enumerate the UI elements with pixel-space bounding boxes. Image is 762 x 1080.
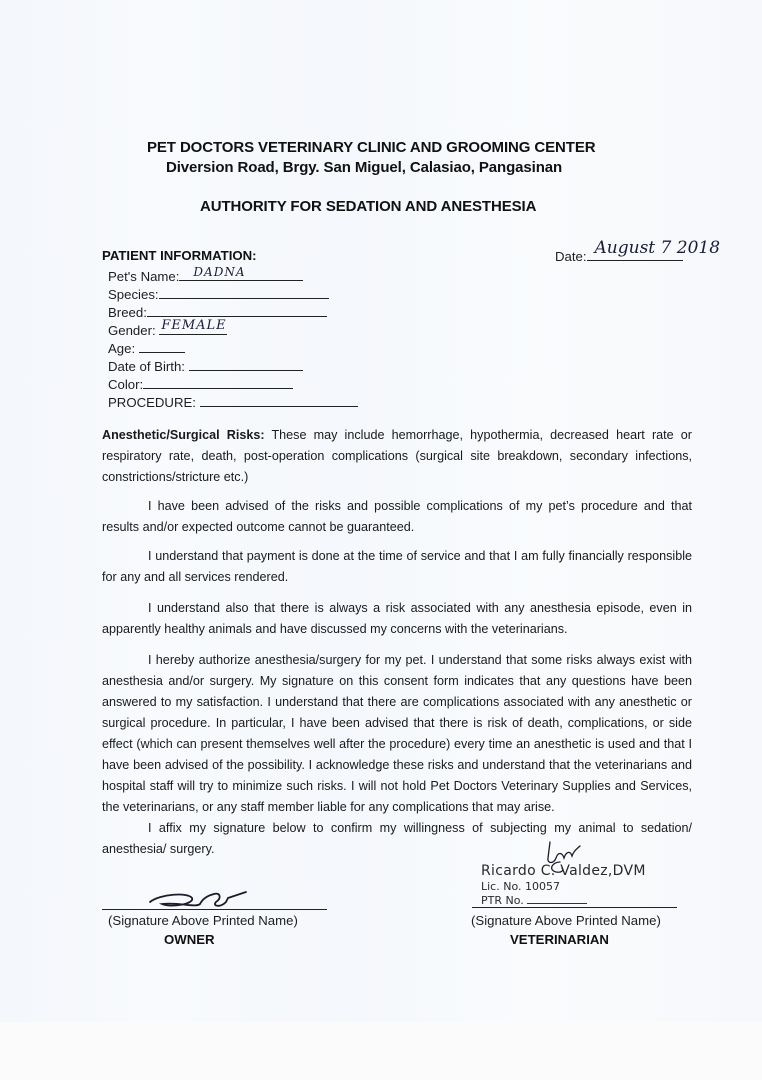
owner-signature-caption: (Signature Above Printed Name) xyxy=(108,913,298,928)
patient-info-heading: PATIENT INFORMATION: xyxy=(102,248,257,263)
field-label: PROCEDURE: xyxy=(108,395,196,410)
veterinarian-license-number: Lic. No. 10057 xyxy=(481,880,560,893)
gender-field[interactable] xyxy=(108,320,227,338)
date-field[interactable] xyxy=(555,238,721,264)
date-line xyxy=(587,238,721,261)
field-label: Date of Birth: xyxy=(108,359,185,374)
risks-paragraph xyxy=(102,425,692,488)
veterinarian-signature-line xyxy=(472,907,677,908)
clinic-name: PET DOCTORS VETERINARY CLINIC AND GROOMING CENTER xyxy=(147,139,596,156)
ptr-label: PTR No. xyxy=(481,894,524,907)
owner-role-label: OWNER xyxy=(164,932,215,947)
clinic-address: Diversion Road, Brgy. San Miguel, Calasiao, Pangasinan xyxy=(166,159,563,176)
field-label: Breed: xyxy=(108,305,147,320)
scanner-bed-strip xyxy=(0,1022,762,1080)
color-field[interactable] xyxy=(108,374,293,392)
gender-value: FEMALE xyxy=(161,318,227,333)
field-label: Species: xyxy=(108,287,159,302)
field-label: Color: xyxy=(108,377,144,392)
form-title: AUTHORITY FOR SEDATION AND ANESTHESIA xyxy=(200,198,537,215)
field-label: Pet's Name: xyxy=(108,269,180,284)
consent-paragraph-affix-signature: I affix my signature below to confirm my willingness of subjecting my animal to sedation/ anesthesia/ surgery. xyxy=(102,821,692,856)
owner-signature-line xyxy=(102,909,327,910)
field-label: Gender: xyxy=(108,323,156,338)
veterinarian-printed-name: Ricardo C. Valdez,DVM xyxy=(481,863,646,879)
veterinarian-signature-caption: (Signature Above Printed Name) xyxy=(471,913,661,928)
risks-text: These may include hemorrhage, hypothermia, decreased heart rate or respiratory rate, death, post-operation complications (surgical site breakdown, secondary infections, constrictions/stricture etc.) xyxy=(102,428,692,484)
consent-paragraph-authorization: I hereby authorize anesthesia/surgery for my pet. I understand that some risks always exist with anesthesia and/or surgery. My signature on this consent form indicates that any questions have been answered to my satisfaction. I understand that there are complications associated with any anesthetic or surgical procedure. In particular, I have been advised that there is risk of death, complications, or side effect (which can present themselves well after the procedure) every time an anesthetic is used and that I have been advised of the possibility. I acknowledge these risks and understand that the veterinarians and hospital staff will try to minimize such risks. I will not hold Pet Doctors Veterinary Supplies and Services, the veterinarians, or any staff member liable for any complications that may arise. xyxy=(102,653,692,814)
owner-signature-scribble xyxy=(140,886,250,916)
pets-name-value: DADNA xyxy=(193,265,246,279)
date-label: Date: xyxy=(555,249,587,264)
risks-label: Anesthetic/Surgical Risks: xyxy=(102,428,265,442)
date-of-birth-field[interactable] xyxy=(108,356,303,374)
procedure-field[interactable] xyxy=(108,392,358,410)
date-handwritten-value: August 7 2018 xyxy=(594,238,721,258)
ptr-line xyxy=(527,893,587,904)
species-field[interactable] xyxy=(108,284,329,302)
field-label: Age: xyxy=(108,341,136,356)
consent-paragraph-outcome: I have been advised of the risks and possible complications of my pet’s procedure and that results and/or expected outcome cannot be guaranteed. xyxy=(102,499,692,534)
veterinarian-ptr-field xyxy=(481,893,587,907)
age-field[interactable] xyxy=(108,338,185,356)
veterinarian-role-label: VETERINARIAN xyxy=(510,932,609,947)
consent-paragraph-risk: I understand also that there is always a risk associated with any anesthesia episode, even in apparently healthy animals and have discussed my concerns with the veterinarians. xyxy=(102,601,692,636)
consent-paragraph-payment: I understand that payment is done at the time of service and that I am fully financially responsible for any and all services rendered. xyxy=(102,549,692,584)
pets-name-field[interactable] xyxy=(108,266,303,284)
